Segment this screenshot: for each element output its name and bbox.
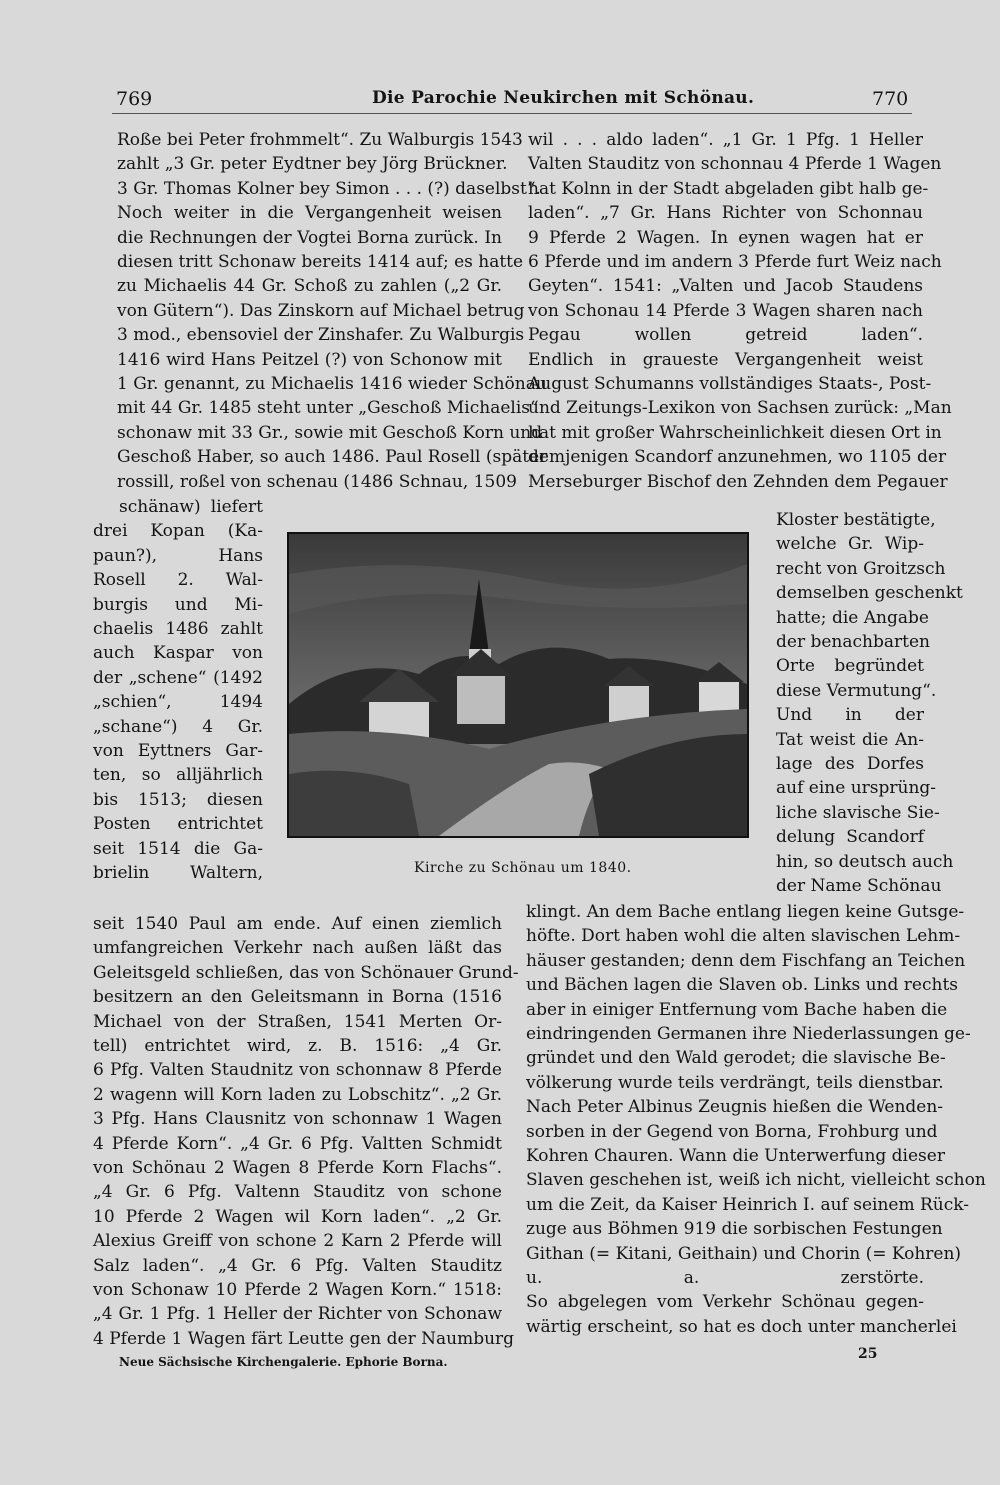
left-narrow-line: Posten entrichtet [93, 814, 263, 835]
right-col-line: Endlich in graueste Vergangenheit weist [528, 349, 923, 370]
right-bottom-line: So abgelegen vom Verkehr Schönau gegen- [526, 1292, 924, 1313]
left-bottom-line: 2 wagenn will Korn laden zu Lobschitz“. „2 Gr. [93, 1084, 502, 1105]
right-bottom-line: höfte. Dort haben wohl die alten slavischen Lehm- [526, 926, 961, 947]
church-engraving-image [289, 534, 747, 836]
left-col-line: 3 mod., ebensoviel der Zinshafer. Zu Walburgis [117, 325, 525, 346]
right-narrow-line: welche Gr. Wip- [776, 534, 924, 555]
figure-caption: Kirche zu Schönau um 1840. [414, 860, 632, 876]
left-bottom-line: Michael von der Straßen, 1541 Merten Or- [93, 1011, 502, 1032]
left-col-line: 1 Gr. genannt, zu Michaelis 1416 wieder Schönau [117, 374, 547, 394]
page-number-left: 769 [116, 88, 153, 110]
right-narrow-line: recht von Groitzsch [776, 558, 946, 579]
signature-mark: 25 [858, 1346, 878, 1362]
right-bottom-line: und Bächen lagen die Slaven ob. Links und rechts [526, 975, 959, 996]
right-col-line: 6 Pferde und im andern 3 Pferde furt Weiz nach [528, 252, 942, 272]
right-narrow-line: Orte begründet [776, 656, 924, 677]
left-col-line: Noch weiter in die Vergangenheit weisen [117, 203, 502, 224]
left-col-line: zu Michaelis 44 Gr. Schoß zu zahlen („2 Gr. [117, 276, 502, 297]
left-bottom-line: von Schönau 2 Wagen 8 Pferde Korn Flachs“. [93, 1158, 502, 1178]
left-bottom-line: 3 Pfg. Hans Clausnitz von schonnaw 1 Wagen [93, 1109, 502, 1130]
left-bottom-line: „4 Gr. 1 Pfg. 1 Heller der Richter von Schonaw [93, 1304, 502, 1325]
running-title: Die Parochie Neukirchen mit Schönau. [372, 88, 755, 108]
left-col-line: diesen tritt Schonaw bereits 1414 auf; es hatte [117, 252, 524, 272]
right-bottom-line: um die Zeit, da Kaiser Heinrich I. auf seinem Rück- [526, 1194, 969, 1215]
right-bottom-line: eindringenden Germanen ihre Niederlassungen ge- [526, 1024, 971, 1044]
left-col-line: 1416 wird Hans Peitzel (?) von Schonow mit [117, 349, 502, 370]
right-bottom-line: Kohren Chauren. Wann die Unterwerfung dieser [526, 1146, 945, 1166]
right-col-line: Valten Stauditz von schonnau 4 Pferde 1 Wagen [528, 154, 942, 175]
left-bottom-line: von Schonaw 10 Pferde 2 Wagen Korn.“ 1518: [93, 1280, 502, 1300]
right-col-line: hat Kolnn in der Stadt abgeladen gibt halb ge- [528, 178, 929, 199]
left-narrow-line: drei Kopan (Ka- [93, 521, 263, 542]
right-narrow-line: der benachbarten [776, 632, 930, 652]
right-bottom-line: wärtig erscheint, so hat es doch unter mancherlei [526, 1316, 957, 1337]
left-col-line: Geschoß Haber, so auch 1486. Paul Rosell (später [117, 447, 548, 468]
right-bottom-line: klingt. An dem Bache entlang liegen keine Gutsge- [526, 902, 965, 922]
left-narrow-line: bis 1513; diesen [93, 789, 263, 810]
right-bottom-line: sorben in der Gegend von Borna, Frohburg und [526, 1121, 938, 1142]
header-rule [112, 113, 912, 114]
left-narrow-line: von Eyttners Gar- [93, 741, 263, 761]
left-col-line: mit 44 Gr. 1485 steht unter „Geschoß Michaelis“ [117, 398, 539, 419]
left-col-line: rossill, roßel von schenau (1486 Schnau, 1509 [117, 471, 517, 492]
left-col-line: schonaw mit 33 Gr., sowie mit Geschoß Korn und [117, 422, 543, 443]
left-narrow-line: der „schene“ (1492 [93, 667, 263, 688]
left-narrow-line: „schien“, 1494 [93, 692, 263, 713]
left-narrow-line: auch Kaspar von [93, 643, 263, 664]
left-bottom-line: besitzern an den Geleitsmann in Borna (1516 [93, 987, 502, 1008]
left-bottom-line: Alexius Greiff von schone 2 Karn 2 Pferde will [93, 1231, 502, 1252]
left-narrow-line: brielin Waltern, [93, 863, 263, 883]
right-bottom-line: Nach Peter Albinus Zeugnis hießen die Wenden- [526, 1097, 944, 1118]
right-col-line: Merseburger Bischof den Zehnden dem Pegauer [528, 471, 948, 492]
right-col-line: und Zeitungs-Lexikon von Sachsen zurück: „Man [528, 398, 952, 419]
left-narrow-line: Rosell 2. Wal- [93, 570, 263, 591]
left-narrow-line: seit 1514 die Ga- [93, 838, 263, 859]
right-narrow-line: Kloster bestätigte, [776, 510, 936, 530]
left-bottom-line: seit 1540 Paul am ende. Auf einen ziemlich [93, 914, 502, 934]
right-narrow-line: auf eine ursprüng- [776, 778, 937, 799]
right-narrow-line: Tat weist die An- [776, 729, 924, 750]
church-engraving [287, 532, 749, 838]
right-col-line: 9 Pferde 2 Wagen. In eynen wagen hat er [528, 227, 923, 248]
footer-text: Neue Sächsische Kirchengalerie. Ephorie Borna. [119, 1355, 448, 1369]
right-col-line: laden“. „7 Gr. Hans Richter von Schonnau [528, 203, 923, 224]
left-narrow-line: paun?), Hans [93, 545, 263, 566]
left-narrow-line: schänaw) liefert [119, 497, 263, 517]
right-col-line: demjenigen Scandorf anzunehmen, wo 1105 der [528, 447, 947, 468]
left-bottom-line: umfangreichen Verkehr nach außen läßt das [93, 938, 502, 959]
left-narrow-line: chaelis 1486 zahlt [93, 619, 263, 639]
right-col-line: von Schonau 14 Pferde 3 Wagen sharen nach [528, 300, 923, 321]
left-bottom-line: „4 Gr. 6 Pfg. Valtenn Stauditz von schone [93, 1182, 502, 1203]
right-bottom-line: Githan (= Kitani, Geithain) und Chorin (= Kohren) [526, 1243, 962, 1264]
left-bottom-line: Geleitsgeld schließen, das von Schönauer Grund- [93, 962, 519, 983]
right-bottom-line: Slaven geschehen ist, weiß ich nicht, vielleicht schon [526, 1170, 986, 1191]
page-number-right: 770 [872, 88, 909, 110]
right-narrow-line: delung Scandorf [776, 827, 924, 848]
left-bottom-line: Salz laden“. „4 Gr. 6 Pfg. Valten Stauditz [93, 1255, 502, 1276]
left-col-line: Roße bei Peter frohmmelt“. Zu Walburgis 1543 [117, 130, 523, 150]
left-bottom-line: 4 Pferde 1 Wagen färt Leutte gen der Naumburg [93, 1328, 515, 1349]
left-bottom-line: 6 Pfg. Valten Staudnitz von schonnaw 8 Pferde [93, 1060, 502, 1081]
right-bottom-line: gründet und den Wald gerodet; die slavische Be- [526, 1048, 946, 1069]
left-bottom-line: tell) entrichtet wird, z. B. 1516: „4 Gr. [93, 1036, 502, 1056]
left-bottom-line: 10 Pferde 2 Wagen wil Korn laden“. „2 Gr. [93, 1206, 502, 1227]
right-narrow-line: liche slavische Sie- [776, 802, 940, 823]
right-narrow-line: diese Vermutung“. [776, 680, 937, 701]
left-bottom-line: 4 Pferde Korn“. „4 Gr. 6 Pfg. Valtten Schmidt [93, 1133, 502, 1154]
right-narrow-line: hatte; die Angabe [776, 607, 929, 628]
right-bottom-line: aber in einiger Entfernung vom Bache haben die [526, 999, 948, 1020]
right-narrow-line: lage des Dorfes [776, 754, 924, 774]
right-col-line: Pegau wollen getreid laden“. [528, 325, 923, 346]
right-narrow-line: hin, so deutsch auch [776, 851, 954, 872]
right-col-line: Geyten“. 1541: „Valten und Jacob Staudens [528, 276, 923, 297]
left-narrow-line: ten, so alljährlich [93, 765, 263, 786]
left-col-line: 3 Gr. Thomas Kolner bey Simon . . . (?) daselbst“. [117, 178, 541, 199]
left-col-line: von Gütern“). Das Zinskorn auf Michael betrug [117, 300, 525, 321]
left-col-line: die Rechnungen der Vogtei Borna zurück. In [117, 227, 502, 248]
left-narrow-line: burgis und Mi- [93, 594, 263, 615]
right-col-line: hat mit großer Wahrscheinlichkeit diesen Ort in [528, 422, 942, 443]
right-col-line: August Schumanns vollständiges Staats-, Post- [528, 374, 932, 394]
left-col-line: zahlt „3 Gr. peter Eydtner bey Jörg Brückner. [117, 154, 508, 175]
right-bottom-line: zuge aus Böhmen 919 die sorbischen Festungen [526, 1219, 943, 1240]
right-col-line: wil . . . aldo laden“. „1 Gr. 1 Pfg. 1 Heller [528, 130, 923, 150]
right-bottom-line: häuser gestanden; denn dem Fischfang an Teichen [526, 950, 966, 971]
right-narrow-line: Und in der [776, 705, 924, 726]
right-bottom-line: völkerung wurde teils verdrängt, teils dienstbar. [526, 1072, 944, 1093]
right-narrow-line: demselben geschenkt [776, 583, 963, 604]
left-narrow-line: „schane“) 4 Gr. [93, 716, 263, 737]
right-bottom-line: u. a. zerstörte. [526, 1268, 924, 1288]
right-narrow-line: der Name Schönau [776, 876, 942, 896]
